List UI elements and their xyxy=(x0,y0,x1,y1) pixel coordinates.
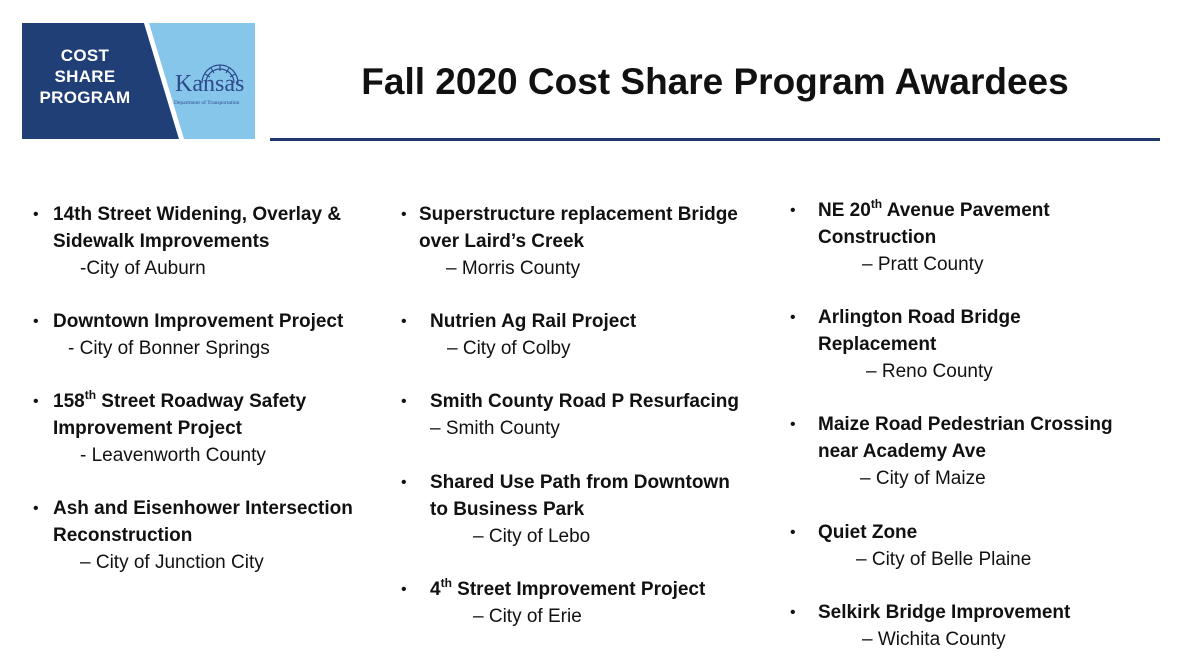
awardee-project-name: Replacement xyxy=(818,334,937,355)
bullet-icon: • xyxy=(33,393,39,410)
awardee-agency: – City of Belle Plaine xyxy=(856,549,1032,570)
awardee-project-name: Construction xyxy=(818,227,937,248)
awardee-project-name: 4th Street Improvement Project xyxy=(430,575,706,600)
awardee-agency: – City of Colby xyxy=(447,338,571,359)
bullet-icon: • xyxy=(401,581,407,598)
bullet-icon: • xyxy=(401,313,407,330)
awardee-project-name: Quiet Zone xyxy=(818,522,918,543)
bullet-icon: • xyxy=(790,524,796,541)
awardee-project-name: near Academy Ave xyxy=(818,441,986,462)
awardee-project-name: Improvement Project xyxy=(53,418,242,439)
logo-line-cost: COST xyxy=(60,46,110,65)
bullet-icon: • xyxy=(790,604,796,621)
awardee-project-name: Nutrien Ag Rail Project xyxy=(430,311,637,332)
awardee-agency: - City of Bonner Springs xyxy=(68,338,270,359)
awardee-agency: – City of Maize xyxy=(860,468,986,489)
awardee-agency: – City of Erie xyxy=(473,606,582,627)
kansas-dot-subtitle: Department of Transportation xyxy=(174,100,240,106)
bullet-icon: • xyxy=(401,206,407,223)
awardee-agency: – Pratt County xyxy=(862,254,984,275)
awardee-project-name: Superstructure replacement Bridge xyxy=(419,204,738,225)
awardee-project-name: Smith County Road P Resurfacing xyxy=(430,391,739,412)
bullet-icon: • xyxy=(33,500,39,517)
awardee-agency: – Wichita County xyxy=(862,629,1006,650)
page-title: Fall 2020 Cost Share Program Awardees xyxy=(361,61,1069,102)
awardee-agency: – City of Junction City xyxy=(80,552,264,573)
awardee-project-name: Arlington Road Bridge xyxy=(818,307,1021,328)
logo-line-share: SHARE xyxy=(54,67,116,86)
awardee-agency: - Leavenworth County xyxy=(80,445,266,466)
bullet-icon: • xyxy=(401,393,407,410)
cost-share-program-logo xyxy=(22,23,255,139)
awardee-project-name: to Business Park xyxy=(430,499,585,520)
awardee-project-name: Ash and Eisenhower Intersection xyxy=(53,498,353,519)
logo-line-program: PROGRAM xyxy=(39,88,131,107)
awardee-project-name: Selkirk Bridge Improvement xyxy=(818,602,1071,623)
bullet-icon: • xyxy=(33,313,39,330)
awardee-project-name: Sidewalk Improvements xyxy=(53,231,270,252)
awardee-agency: – Morris County xyxy=(446,258,581,279)
bullet-icon: • xyxy=(790,202,796,219)
awardee-agency: -City of Auburn xyxy=(80,258,206,279)
awardee-project-name: Reconstruction xyxy=(53,525,193,546)
awardee-project-name: 14th Street Widening, Overlay & xyxy=(53,204,342,225)
title-underline xyxy=(270,138,1160,141)
awardee-agency: – Reno County xyxy=(866,361,993,382)
awardee-project-name: Maize Road Pedestrian Crossing xyxy=(818,414,1113,435)
awardee-project-name: Shared Use Path from Downtown xyxy=(430,472,730,493)
awardee-agency: – City of Lebo xyxy=(473,526,591,547)
kansas-wordmark: Kansas xyxy=(175,71,245,97)
bullet-icon: • xyxy=(401,474,407,491)
bullet-icon: • xyxy=(790,416,796,433)
awardee-project-name: Downtown Improvement Project xyxy=(53,311,344,332)
bullet-icon: • xyxy=(33,206,39,223)
awardee-project-name: NE 20th Avenue Pavement xyxy=(818,196,1050,221)
awardee-agency: – Smith County xyxy=(430,418,560,439)
awardee-project-name: over Laird’s Creek xyxy=(419,231,585,252)
awardee-project-name: 158th Street Roadway Safety xyxy=(53,387,307,412)
bullet-icon: • xyxy=(790,309,796,326)
